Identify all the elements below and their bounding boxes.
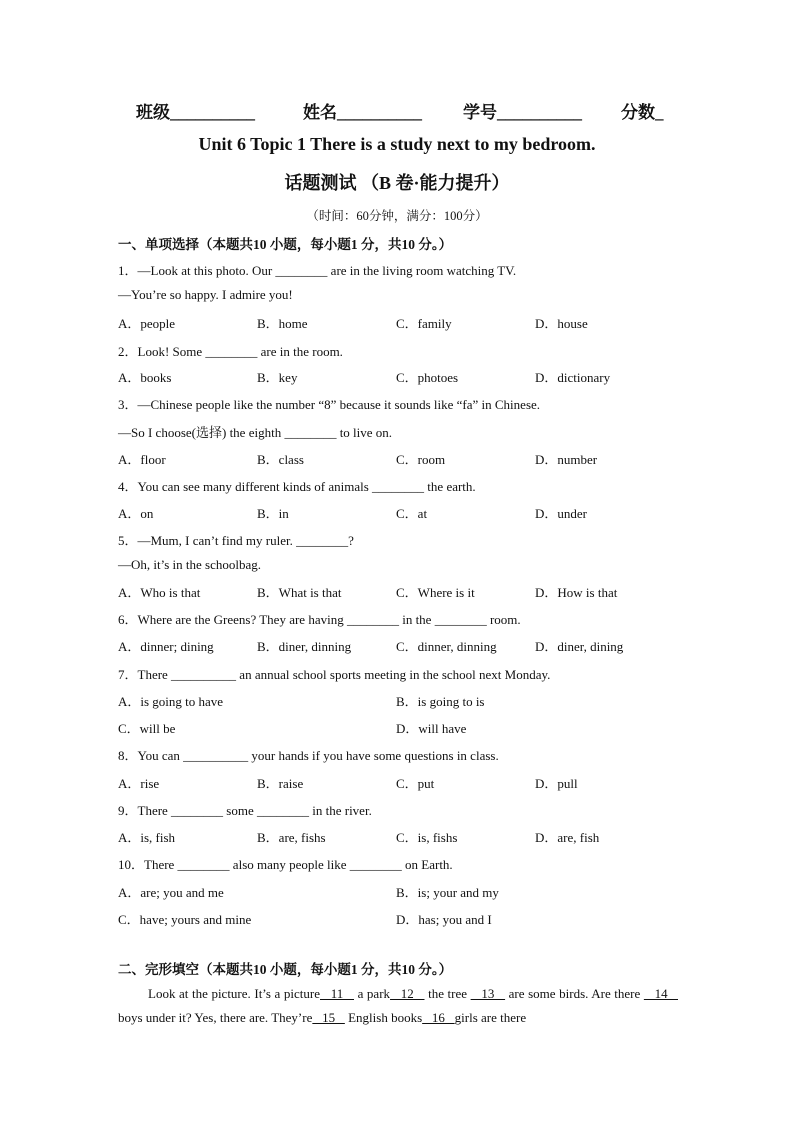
document-title: Unit 6 Topic 1 There is a study next to my bedroom. xyxy=(198,134,596,154)
cloze-text: a park xyxy=(354,986,391,1001)
question-5-option-c[interactable]: C．Where is it xyxy=(396,585,475,600)
question-5-stem-reply: —Oh, it’s in the schoolbag. xyxy=(118,557,261,572)
question-8-stem: 8．You can __________ your hands if you have some questions in class. xyxy=(118,748,499,763)
cloze-blank[interactable]: 14 xyxy=(643,986,678,1001)
cloze-text: the tree xyxy=(424,986,471,1001)
question-8-option-c[interactable]: C．put xyxy=(396,776,435,791)
question-5-stem: 5．—Mum, I can’t find my ruler. ________? xyxy=(118,533,354,548)
question-6-option-c[interactable]: C．dinner, dinning xyxy=(396,639,497,654)
question-1-option-c[interactable]: C．family xyxy=(396,316,452,331)
score-field-label: 分数_ xyxy=(621,103,664,122)
question-9-option-a[interactable]: A．is, fish xyxy=(118,830,176,845)
question-10-option-a[interactable]: A．are; you and me xyxy=(118,885,224,900)
question-3-option-c[interactable]: C．room xyxy=(396,452,446,467)
question-3-option-a[interactable]: A．floor xyxy=(118,452,166,467)
question-1-stem: 1．—Look at this photo. Our ________ are in the living room watching TV. xyxy=(118,263,517,278)
question-6-stem: 6．Where are the Greens? They are having ________ in the ________ room. xyxy=(118,612,521,627)
section2-heading: 二、完形填空（本题共10 小题，每小题1 分，共10 分。） xyxy=(118,962,453,977)
question-4-option-a[interactable]: A．on xyxy=(118,506,154,521)
question-10-option-c[interactable]: C．have; yours and mine xyxy=(118,912,252,927)
question-3-option-d[interactable]: D．number xyxy=(535,452,598,467)
cloze-text: Look at the picture. It’s a picture xyxy=(148,986,320,1001)
question-7-stem: 7．There __________ an annual school sports meeting in the school next Monday. xyxy=(118,667,551,682)
question-2-option-a[interactable]: A．books xyxy=(118,370,172,385)
cloze-blank[interactable]: 16 xyxy=(422,1010,455,1025)
cloze-text: girls are there xyxy=(454,1010,527,1025)
cloze-paragraph xyxy=(118,982,678,1030)
question-2-option-d[interactable]: D．dictionary xyxy=(535,370,611,385)
question-6-option-a[interactable]: A．dinner; dining xyxy=(118,639,214,654)
cloze-text: English books xyxy=(344,1010,423,1025)
question-7-option-c[interactable]: C．will be xyxy=(118,721,176,736)
cloze-blank[interactable]: 11 xyxy=(320,986,354,1001)
section1-heading: 一、单项选择（本题共10 小题，每小题1 分，共10 分。） xyxy=(118,237,453,252)
question-4-option-d[interactable]: D．under xyxy=(535,506,587,521)
question-2-option-c[interactable]: C．photoes xyxy=(396,370,459,385)
class-field-label: 班级__________ xyxy=(136,103,255,122)
student-id-field-label: 学号__________ xyxy=(463,103,582,122)
question-9-stem: 9．There ________ some ________ in the river. xyxy=(118,803,372,818)
cloze-text: are some birds. Are there xyxy=(505,986,644,1001)
question-7-option-d[interactable]: D．will have xyxy=(396,721,467,736)
cloze-blank[interactable]: 13 xyxy=(470,986,506,1001)
question-5-option-d[interactable]: D．How is that xyxy=(535,585,618,600)
question-7-option-b[interactable]: B．is going to is xyxy=(396,694,485,709)
question-9-option-b[interactable]: B．are, fishs xyxy=(257,830,326,845)
question-10-option-d[interactable]: D．has; you and I xyxy=(396,912,492,927)
question-4-option-c[interactable]: C．at xyxy=(396,506,428,521)
question-8-option-d[interactable]: D．pull xyxy=(535,776,578,791)
question-6-option-b[interactable]: B．diner, dinning xyxy=(257,639,352,654)
question-1-stem-reply: —You’re so happy. I admire you! xyxy=(118,287,293,302)
document-subtitle: 话题测试 （B 卷·能力提升） xyxy=(284,173,510,193)
question-10-stem: 10．There ________ also many people like ________ on Earth. xyxy=(118,857,453,872)
question-4-option-b[interactable]: B．in xyxy=(257,506,289,521)
question-4-stem: 4．You can see many different kinds of animals ________ the earth. xyxy=(118,479,476,494)
name-field-label: 姓名__________ xyxy=(303,103,422,122)
question-2-stem: 2．Look! Some ________ are in the room. xyxy=(118,344,343,359)
cloze-blank[interactable]: 12 xyxy=(390,986,425,1001)
question-1-option-a[interactable]: A．people xyxy=(118,316,176,331)
question-9-option-c[interactable]: C．is, fishs xyxy=(396,830,458,845)
cloze-text: boys under it? Yes, there are. They’re xyxy=(118,1010,313,1025)
question-1-option-b[interactable]: B．home xyxy=(257,316,308,331)
exam-meta: （时间：60分钟，满分：100分） xyxy=(306,209,488,223)
question-8-option-a[interactable]: A．rise xyxy=(118,776,160,791)
question-8-option-b[interactable]: B．raise xyxy=(257,776,304,791)
question-9-option-d[interactable]: D．are, fish xyxy=(535,830,600,845)
question-10-option-b[interactable]: B．is; your and my xyxy=(396,885,499,900)
question-3-stem: 3．—Chinese people like the number “8” because it sounds like “fa” in Chinese. xyxy=(118,397,541,412)
question-6-option-d[interactable]: D．diner, dining xyxy=(535,639,624,654)
question-2-option-b[interactable]: B．key xyxy=(257,370,298,385)
cloze-blank[interactable]: 15 xyxy=(312,1010,345,1025)
question-3-option-b[interactable]: B．class xyxy=(257,452,304,467)
question-5-option-b[interactable]: B．What is that xyxy=(257,585,342,600)
question-1-option-d[interactable]: D．house xyxy=(535,316,588,331)
question-3-stem-reply: —So I choose(选择) the eighth ________ to live on. xyxy=(118,425,393,440)
question-5-option-a[interactable]: A．Who is that xyxy=(118,585,201,600)
question-7-option-a[interactable]: A．is going to have xyxy=(118,694,224,709)
